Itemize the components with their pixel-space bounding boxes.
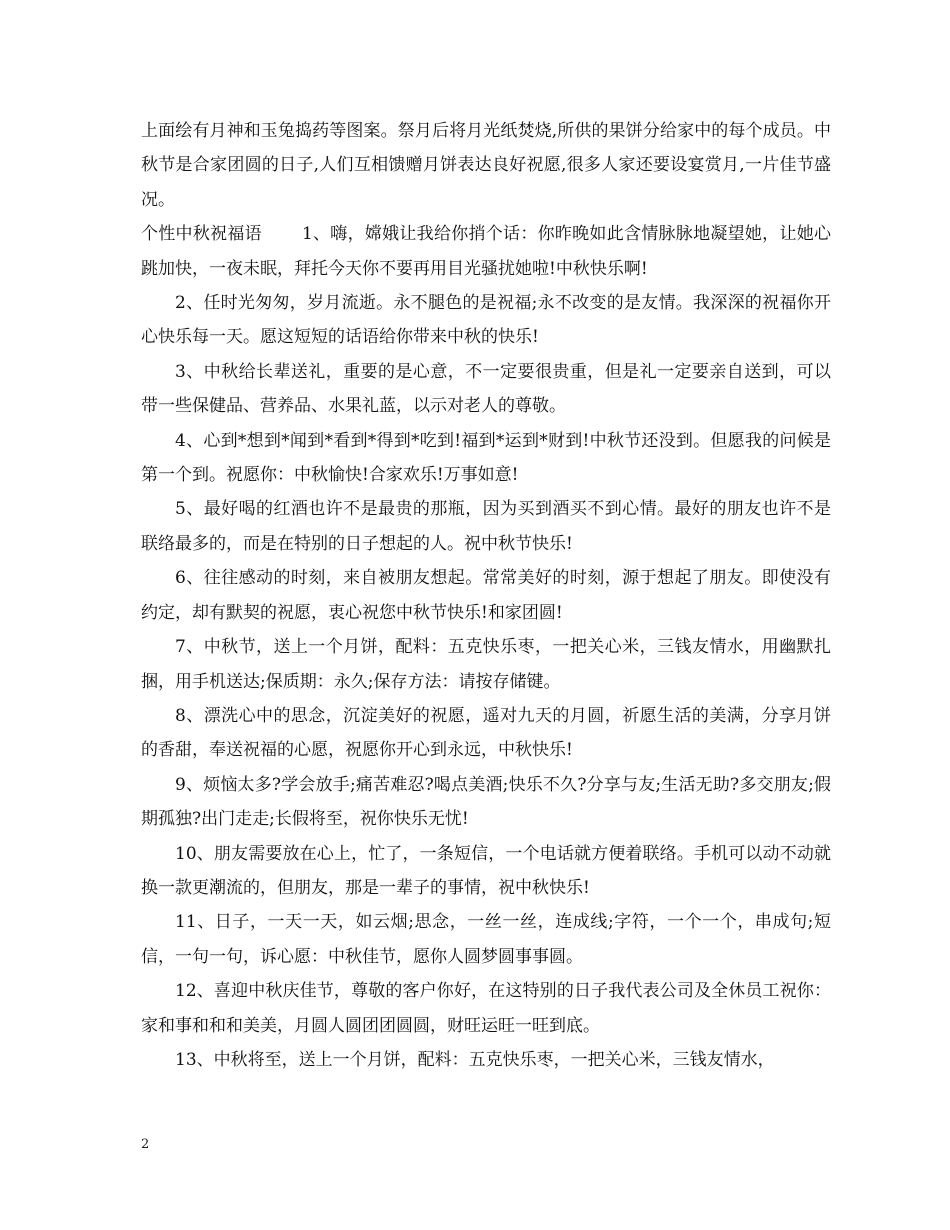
list-item: 8、漂洗心中的思念，沉淀美好的祝愿，遥对九天的月圆，祈愿生活的美满，分享月饼的香甜，奉送祝福的心愿，祝愿你开心到永远，中秋快乐! bbox=[141, 705, 831, 761]
list-item: 12、喜迎中秋庆佳节，尊敬的客户你好，在这特别的日子我代表公司及全休员工祝你：家和事和和和美美，月圆人圆团团圆圆，财旺运旺一旺到底。 bbox=[141, 981, 831, 1036]
section-paragraph bbox=[141, 217, 831, 286]
list-item: 6、往往感动的时刻，来自被朋友想起。常常美好的时刻，源于想起了朋友。即使没有约定，却有默契的祝愿，衷心祝您中秋节快乐!和家团圆! bbox=[141, 568, 831, 623]
list-item: 2、任时光匆匆，岁月流逝。永不腿色的是祝福;永不改变的是友情。我深深的祝福你开心快乐每一天。愿这短短的话语给你带来中秋的快乐! bbox=[141, 293, 831, 348]
list-item: 10、朋友需要放在心上，忙了，一条短信，一个电话就方便着联络。手机可以动不动就换一款更潮流的，但朋友，那是一辈子的事情，祝中秋快乐! bbox=[141, 843, 831, 898]
intro-paragraph: 上面绘有月神和玉兔捣药等图案。祭月后将月光纸焚烧,所供的果饼分给家中的每个成员。中秋节是合家团圆的日子,人们互相馈赠月饼表达良好祝愿,很多人家还要设宴赏月,一片佳节盛况。 bbox=[141, 121, 831, 210]
list-item: 9、烦恼太多?学会放手;痛苦难忍?喝点美酒;快乐不久?分享与友;生活无助?多交朋友;假期孤独?出门走走;长假将至，祝你快乐无忧! bbox=[141, 774, 831, 830]
list-item: 11、日子，一天一天，如云烟;思念，一丝一丝，连成线;字符，一个一个，串成句;短信，一句一句，诉心愿：中秋佳节，愿你人圆梦圆事事圆。 bbox=[141, 912, 831, 967]
list-item: 5、最好喝的红酒也许不是最贵的那瓶，因为买到酒买不到心情。最好的朋友也许不是联络最多的，而是在特别的日子想起的人。祝中秋节快乐! bbox=[141, 499, 831, 554]
list-item: 3、中秋给长辈送礼，重要的是心意，不一定要很贵重，但是礼一定要亲自送到，可以带一些保健品、营养品、水果礼蓝，以示对老人的尊敬。 bbox=[141, 361, 831, 417]
document-page bbox=[141, 114, 831, 1077]
list-item-1: 1、嗨，嫦娥让我给你捎个话：你昨晚如此含情脉脉地凝望她，让她心跳加快，一夜未眠，拜托今天你不要再用目光骚扰她啦!中秋快乐啊! bbox=[141, 224, 831, 279]
list-item: 13、中秋将至，送上一个月饼，配料：五克快乐枣，一把关心米，三钱友情水， bbox=[175, 1049, 775, 1070]
list-item: 4、心到*想到*闻到*看到*得到*吃到!福到*运到*财到!中秋节还没到。但愿我的问候是第一个到。祝愿你：中秋愉快!合家欢乐!万事如意! bbox=[141, 430, 831, 486]
page-number: 2 bbox=[141, 1137, 150, 1152]
list-item: 7、中秋节，送上一个月饼，配料：五克快乐枣，一把关心米，三钱友情水，用幽默扎捆，用手机送达;保质期：永久;保存方法：请按存储键。 bbox=[141, 637, 831, 692]
section-heading: 个性中秋祝福语 bbox=[141, 224, 262, 245]
